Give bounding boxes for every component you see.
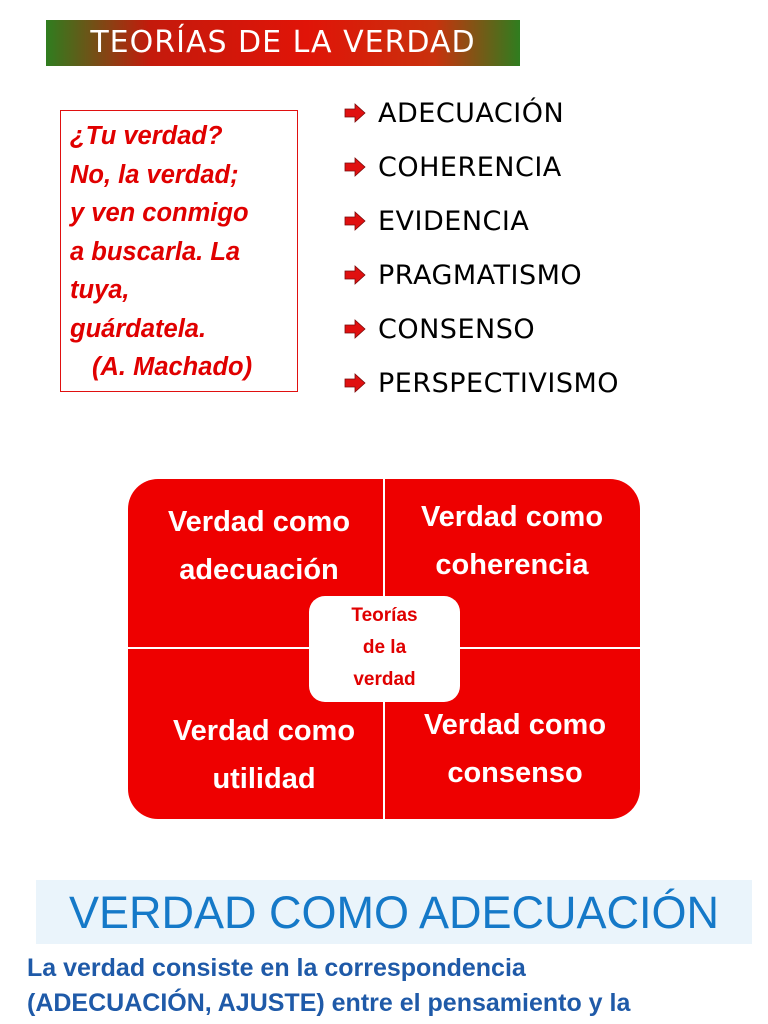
quadrant-line: Verdad como <box>172 715 356 747</box>
quadrant-line: Verdad como <box>423 709 607 741</box>
section-heading <box>36 880 752 944</box>
list-item <box>344 86 619 140</box>
quadrant-line: consenso <box>447 757 583 789</box>
quote-author: (A. Machado) <box>92 353 253 381</box>
title-banner <box>46 20 520 66</box>
theories-list <box>344 86 619 410</box>
diagram-center-label <box>309 596 460 702</box>
paragraph-line: La verdad consiste en la correspondencia <box>27 954 526 982</box>
quadrant-line: coherencia <box>435 549 589 581</box>
quote-line: tuya, <box>70 276 130 304</box>
quote-line: ¿Tu verdad? <box>70 122 223 150</box>
list-item-label: ADECUACIÓN <box>378 97 565 129</box>
quote-line: a buscarla. La <box>70 237 241 266</box>
list-item <box>344 140 619 194</box>
arrow-right-icon <box>344 157 366 177</box>
arrow-right-icon <box>344 319 366 339</box>
list-item <box>344 248 619 302</box>
list-item <box>344 194 619 248</box>
quadrant-line: Verdad como <box>167 506 351 538</box>
quote-line: guárdatela. <box>70 314 207 343</box>
center-line: verdad <box>353 669 416 690</box>
list-item <box>344 356 619 410</box>
list-item-label: CONSENSO <box>378 313 536 345</box>
quadrant-line: adecuación <box>179 554 339 586</box>
list-item-label: EVIDENCIA <box>378 205 530 237</box>
section-heading-text: VERDAD COMO ADECUACIÓN <box>68 887 720 938</box>
arrow-right-icon <box>344 265 366 285</box>
list-item-label: PERSPECTIVISMO <box>378 367 620 399</box>
quadrant-adecuacion <box>128 498 390 594</box>
list-item-label: COHERENCIA <box>378 151 562 183</box>
quote-line: No, la verdad; <box>70 160 239 189</box>
arrow-right-icon <box>344 103 366 123</box>
list-item-label: PRAGMATISMO <box>378 259 583 291</box>
page-title: TEORÍAS DE LA VERDAD <box>90 25 476 60</box>
quadrant-line: utilidad <box>212 763 316 795</box>
arrow-right-icon <box>344 211 366 231</box>
list-item <box>344 302 619 356</box>
quadrant-coherencia <box>384 493 640 589</box>
quadrant-line: Verdad como <box>420 501 604 533</box>
center-line: de la <box>362 637 407 658</box>
paragraph-line: (ADECUACIÓN, AJUSTE) entre el pensamiento y la <box>27 989 631 1017</box>
quadrant-utilidad <box>128 707 400 803</box>
section-paragraph <box>27 951 767 1021</box>
center-line: Teorías <box>351 605 418 626</box>
quote-line: y ven conmigo <box>70 199 249 227</box>
quote-box <box>60 110 298 392</box>
quadrant-consenso <box>384 701 640 797</box>
arrow-right-icon <box>344 373 366 393</box>
